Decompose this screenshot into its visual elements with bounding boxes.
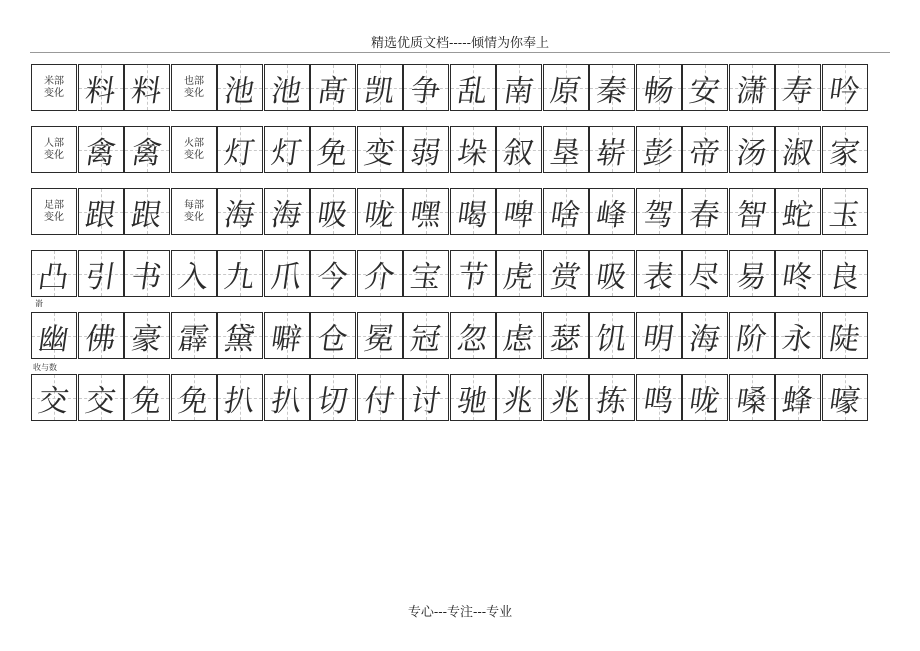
character-glyph: 凯: [362, 73, 397, 109]
character-glyph: 灯: [269, 135, 304, 171]
character-glyph: 蛇: [780, 197, 815, 233]
character-glyph: 蜂: [780, 383, 815, 419]
character-cell: [450, 188, 496, 235]
character-glyph: 咙: [362, 197, 397, 233]
character-glyph: 免: [315, 135, 350, 171]
character-glyph: 禽: [83, 135, 118, 171]
character-cell: [729, 250, 775, 297]
character-glyph: 入: [176, 259, 211, 295]
character-glyph: 禽: [129, 135, 164, 171]
character-glyph: 节: [455, 259, 490, 295]
character-glyph: 垛: [455, 135, 490, 171]
character-cell: [310, 374, 356, 421]
character-cell: [543, 188, 589, 235]
character-cell: [217, 374, 263, 421]
character-cell: [822, 64, 868, 111]
character-cell: [589, 374, 635, 421]
character-cell: [496, 64, 542, 111]
character-glyph: 赏: [548, 259, 583, 295]
character-glyph: 吸: [594, 259, 629, 295]
character-cell: [450, 312, 496, 359]
character-glyph: 嘿: [408, 197, 443, 233]
character-cell: [682, 188, 728, 235]
character-cell: [589, 250, 635, 297]
radical-label-line: 人部: [44, 137, 64, 149]
character-glyph: 寿: [780, 73, 815, 109]
character-cell: [682, 250, 728, 297]
character-glyph: 黛: [222, 321, 257, 357]
character-cell: [217, 250, 263, 297]
character-glyph: 表: [641, 259, 676, 295]
character-cell: [682, 64, 728, 111]
character-glyph: 乱: [455, 73, 490, 109]
character-cell: [310, 64, 356, 111]
character-glyph: 陡: [827, 321, 862, 357]
radical-label: [31, 188, 77, 235]
character-glyph: 跟: [129, 197, 164, 233]
character-glyph: 永: [780, 321, 815, 357]
character-cell: [822, 374, 868, 421]
character-cell: [310, 188, 356, 235]
character-cell: [124, 374, 170, 421]
character-glyph: 九: [222, 259, 257, 295]
character-glyph: 饥: [594, 321, 629, 357]
character-glyph: 佛: [83, 321, 118, 357]
character-cell: [124, 64, 170, 111]
character-cell: [357, 312, 403, 359]
character-glyph: 变: [362, 135, 397, 171]
character-glyph: 虑: [501, 321, 536, 357]
character-glyph: 嚎: [827, 383, 862, 419]
character-glyph: 春: [687, 197, 722, 233]
character-cell: [822, 312, 868, 359]
character-glyph: 免: [129, 383, 164, 419]
character-cell: [682, 312, 728, 359]
character-glyph: 今: [315, 259, 350, 295]
character-cell: [357, 126, 403, 173]
character-cell: [31, 374, 77, 421]
character-glyph: 料: [129, 73, 164, 109]
character-glyph: 弱: [408, 135, 443, 171]
character-cell: [636, 250, 682, 297]
character-cell: [589, 64, 635, 111]
character-cell: [589, 126, 635, 173]
character-cell: [775, 126, 821, 173]
character-cell: [264, 126, 310, 173]
character-glyph: 幽: [36, 321, 71, 357]
character-glyph: 崭: [594, 135, 629, 171]
radical-label-line: 足部: [44, 199, 64, 211]
character-glyph: 咚: [780, 259, 815, 295]
character-glyph: 瑟: [548, 321, 583, 357]
character-glyph: 海: [687, 321, 722, 357]
character-glyph: 啤: [501, 197, 536, 233]
character-glyph: 智: [734, 197, 769, 233]
character-cell: [729, 64, 775, 111]
character-glyph: 扒: [269, 383, 304, 419]
character-cell: [264, 312, 310, 359]
character-glyph: 宝: [408, 259, 443, 295]
character-glyph: 髙: [315, 73, 350, 109]
character-cell: [171, 374, 217, 421]
character-glyph: 垦: [548, 135, 583, 171]
character-glyph: 扒: [222, 383, 257, 419]
character-cell: [636, 188, 682, 235]
character-cell: [124, 188, 170, 235]
character-glyph: 灯: [222, 135, 257, 171]
character-cell: [543, 250, 589, 297]
character-glyph: 交: [36, 383, 71, 419]
character-glyph: 汤: [734, 135, 769, 171]
character-glyph: 原: [548, 73, 583, 109]
character-cell: [775, 374, 821, 421]
radical-label-line: 变化: [184, 87, 204, 99]
character-glyph: 安: [687, 73, 722, 109]
character-cell: [78, 188, 124, 235]
character-glyph: 介: [362, 259, 397, 295]
character-glyph: 啥: [548, 197, 583, 233]
character-cell: [822, 188, 868, 235]
character-glyph: 霹: [176, 321, 211, 357]
character-glyph: 彭: [641, 135, 676, 171]
character-cell: [31, 250, 77, 297]
character-glyph: 冕: [362, 321, 397, 357]
character-glyph: 秦: [594, 73, 629, 109]
character-cell: [589, 188, 635, 235]
character-glyph: 池: [222, 73, 257, 109]
character-glyph: 叙: [501, 135, 536, 171]
radical-label: [171, 64, 217, 111]
character-cell: [729, 126, 775, 173]
character-cell: [310, 250, 356, 297]
character-cell: [78, 250, 124, 297]
character-cell: [357, 250, 403, 297]
character-cell: [264, 64, 310, 111]
character-glyph: 南: [501, 73, 536, 109]
character-glyph: 池: [269, 73, 304, 109]
character-cell: [171, 250, 217, 297]
character-cell: [310, 312, 356, 359]
page-footer: 专心---专注---专业: [407, 605, 513, 620]
character-glyph: 明: [641, 321, 676, 357]
character-glyph: 易: [734, 259, 769, 295]
character-glyph: 潇: [734, 73, 769, 109]
character-cell: [264, 374, 310, 421]
character-cell: [403, 64, 449, 111]
character-cell: [682, 374, 728, 421]
character-cell: [729, 374, 775, 421]
character-cell: [450, 250, 496, 297]
character-glyph: 鸣: [641, 383, 676, 419]
character-cell: [496, 374, 542, 421]
character-cell: [450, 374, 496, 421]
character-cell: [124, 126, 170, 173]
character-glyph: 吸: [315, 197, 350, 233]
character-cell: [217, 64, 263, 111]
character-glyph: 阶: [734, 321, 769, 357]
radical-label: [171, 188, 217, 235]
character-glyph: 拣: [594, 383, 629, 419]
radical-label-line: 变化: [184, 211, 204, 223]
character-cell: [775, 312, 821, 359]
radical-label-line: 米部: [44, 75, 64, 87]
character-glyph: 淑: [780, 135, 815, 171]
character-cell: [124, 312, 170, 359]
character-glyph: 争: [408, 73, 443, 109]
character-cell: [217, 126, 263, 173]
character-glyph: 峰: [594, 197, 629, 233]
character-glyph: 海: [269, 197, 304, 233]
character-glyph: 凸: [36, 259, 71, 295]
character-cell: [775, 250, 821, 297]
character-cell: [403, 188, 449, 235]
row-note: 嵛: [35, 299, 43, 308]
row-note: 收与数: [33, 363, 57, 372]
character-cell: [78, 64, 124, 111]
character-cell: [636, 64, 682, 111]
radical-label: [31, 126, 77, 173]
character-cell: [496, 312, 542, 359]
character-cell: [78, 126, 124, 173]
character-cell: [543, 64, 589, 111]
character-glyph: 兆: [548, 383, 583, 419]
character-cell: [543, 312, 589, 359]
character-glyph: 噼: [269, 321, 304, 357]
character-glyph: 仓: [315, 321, 350, 357]
character-glyph: 尽: [687, 259, 722, 295]
character-cell: [78, 374, 124, 421]
character-glyph: 玉: [827, 197, 862, 233]
character-cell: [729, 188, 775, 235]
radical-label-line: 变化: [44, 211, 64, 223]
radical-label: [31, 64, 77, 111]
character-glyph: 家: [827, 135, 862, 171]
character-glyph: 爪: [269, 259, 304, 295]
character-cell: [78, 312, 124, 359]
header-divider: [30, 52, 890, 53]
radical-label: [171, 126, 217, 173]
character-cell: [636, 126, 682, 173]
character-cell: [496, 250, 542, 297]
character-cell: [822, 250, 868, 297]
character-cell: [217, 312, 263, 359]
character-cell: [775, 64, 821, 111]
radical-label-line: 每部: [184, 199, 204, 211]
character-cell: [264, 188, 310, 235]
character-glyph: 兆: [501, 383, 536, 419]
character-glyph: 嗓: [734, 383, 769, 419]
character-cell: [450, 126, 496, 173]
character-cell: [729, 312, 775, 359]
character-glyph: 讨: [408, 383, 443, 419]
character-glyph: 驾: [641, 197, 676, 233]
character-glyph: 喝: [455, 197, 490, 233]
character-cell: [217, 188, 263, 235]
character-cell: [589, 312, 635, 359]
radical-label-line: 也部: [184, 75, 204, 87]
character-cell: [543, 374, 589, 421]
character-glyph: 切: [315, 383, 350, 419]
radical-label-line: 变化: [184, 149, 204, 161]
character-cell: [171, 312, 217, 359]
character-glyph: 免: [176, 383, 211, 419]
radical-label-line: 火部: [184, 137, 204, 149]
character-glyph: 海: [222, 197, 257, 233]
character-cell: [682, 126, 728, 173]
character-cell: [357, 64, 403, 111]
character-cell: [496, 188, 542, 235]
radical-label-line: 变化: [44, 149, 64, 161]
character-cell: [310, 126, 356, 173]
character-glyph: 书: [129, 259, 164, 295]
character-glyph: 驰: [455, 383, 490, 419]
character-glyph: 虎: [501, 259, 536, 295]
character-glyph: 冠: [408, 321, 443, 357]
character-glyph: 吟: [827, 73, 862, 109]
character-glyph: 付: [362, 383, 397, 419]
character-cell: [403, 250, 449, 297]
character-glyph: 忽: [455, 321, 490, 357]
character-cell: [403, 374, 449, 421]
character-cell: [775, 188, 821, 235]
character-cell: [636, 374, 682, 421]
character-glyph: 畅: [641, 73, 676, 109]
page-header: 精选优质文档-----倾情为你奉上: [371, 36, 549, 51]
character-cell: [31, 312, 77, 359]
character-cell: [403, 126, 449, 173]
character-cell: [357, 374, 403, 421]
character-cell: [357, 188, 403, 235]
character-glyph: 跟: [83, 197, 118, 233]
character-cell: [822, 126, 868, 173]
radical-label-line: 变化: [44, 87, 64, 99]
character-glyph: 料: [83, 73, 118, 109]
character-cell: [450, 64, 496, 111]
character-glyph: 帝: [687, 135, 722, 171]
character-cell: [636, 312, 682, 359]
character-cell: [496, 126, 542, 173]
character-cell: [403, 312, 449, 359]
character-glyph: 豪: [129, 321, 164, 357]
character-glyph: 引: [83, 259, 118, 295]
character-cell: [264, 250, 310, 297]
character-cell: [124, 250, 170, 297]
character-glyph: 咙: [687, 383, 722, 419]
character-cell: [543, 126, 589, 173]
character-glyph: 交: [83, 383, 118, 419]
character-glyph: 良: [827, 259, 862, 295]
